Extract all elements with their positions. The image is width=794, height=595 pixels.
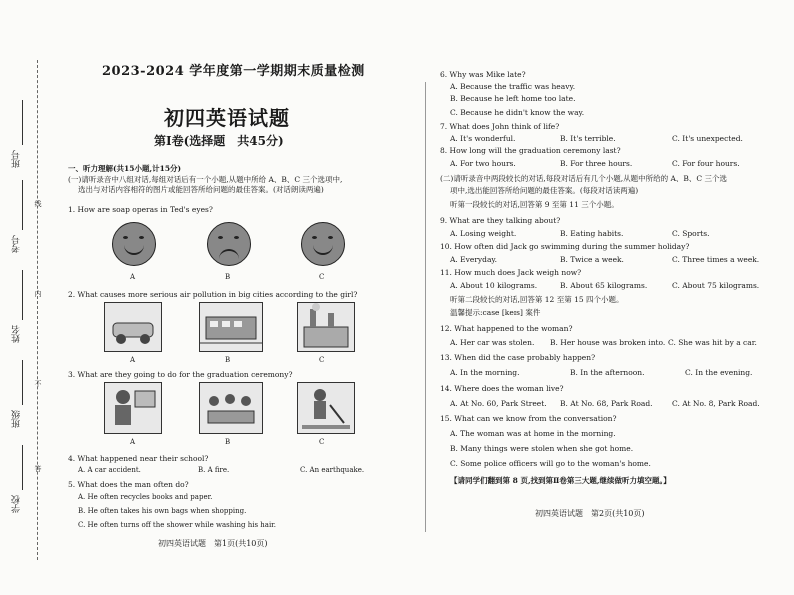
question-8: 8. How long will the graduation ceremony last? — [440, 146, 621, 155]
section-heading: 一、听力理解(共15小题,计15分) — [68, 164, 182, 173]
option-9c: C. Sports. — [672, 229, 710, 238]
instruction: 项中,选出能回答所给问题的最佳答案。(每段对话读两遍) — [450, 186, 639, 195]
question-10: 10. How often did Jack go swimming during the summer holiday? — [440, 242, 690, 251]
field-line — [22, 360, 23, 405]
happy-face-icon — [112, 222, 156, 266]
field-line — [22, 100, 23, 145]
option-7b: B. It's terrible. — [560, 134, 616, 143]
label-xing-ming: 姓名 — [12, 325, 22, 343]
column-divider — [425, 82, 426, 532]
instruction-note: 听第二段较长的对话,回答第 12 至第 15 四个小题。 — [450, 295, 624, 304]
option-5a: A. He often recycles books and paper. — [78, 493, 213, 501]
question-7: 7. What does John think of life? — [440, 122, 560, 131]
label-ban-ji: 班级 — [12, 410, 22, 428]
factory-picture — [297, 302, 355, 352]
question-12: 12. What happened to the woman? — [440, 324, 573, 333]
option-label: A — [130, 356, 136, 364]
field-line — [22, 270, 23, 320]
party-picture — [199, 382, 263, 434]
option-15a: A. The woman was at home in the morning. — [450, 429, 616, 438]
field-line — [22, 445, 23, 490]
option-14b: B. At No. 68, Park Road. — [560, 399, 653, 408]
option-12c: C. She was hit by a car. — [668, 338, 757, 347]
option-label: C — [319, 273, 325, 281]
question-4: 4. What happened near their school? — [68, 454, 209, 463]
option-13b: B. In the afternoon. — [570, 368, 645, 377]
question-11: 11. How much does Jack weigh now? — [440, 268, 582, 277]
instruction: (一)请听录音中八组对话,每组对话后有一个小题,从题中所给 A、B、C 三个选项中, — [68, 175, 343, 184]
sad-face-icon — [207, 222, 251, 266]
sep-char: 线 — [34, 200, 42, 207]
option-15b: B. Many things were stolen when she got home. — [450, 444, 634, 453]
exam-title: 初四英语试题 — [164, 106, 290, 130]
right-column — [440, 70, 775, 582]
option-8b: B. For three hours. — [560, 159, 633, 168]
page-footer: 初四英语试题 第2页(共10页) — [535, 509, 645, 518]
vocab-tip: 温馨提示:case [keɪs] 案件 — [450, 308, 541, 317]
school-year: 2023-2024 学年度第一学期期末质量检测 — [102, 64, 365, 79]
speech-picture — [104, 382, 162, 434]
left-column — [68, 60, 368, 580]
smiling-face-icon — [301, 222, 345, 266]
label-ban-hao: 班号 — [12, 150, 22, 168]
field-line — [22, 180, 23, 230]
question-5: 5. What does the man often do? — [68, 480, 189, 489]
option-4c: C. An earthquake. — [300, 466, 365, 474]
option-14a: A. At No. 60, Park Street. — [450, 399, 547, 408]
cut-line — [37, 60, 38, 560]
question-13: 13. When did the case probably happen? — [440, 353, 596, 362]
sep-char: 不 — [34, 380, 42, 387]
option-label: B — [225, 438, 231, 446]
option-15c: C. Some police officers will go to the woman's home. — [450, 459, 651, 468]
continue-notice: 【请同学们翻到第 8 页,找到第Ⅱ卷第三大题,继续做听力填空题。】 — [450, 476, 671, 485]
option-11b: B. About 65 kilograms. — [560, 281, 648, 290]
option-14c: C. At No. 8, Park Road. — [672, 399, 760, 408]
page-footer: 初四英语试题 第1页(共10页) — [158, 539, 268, 548]
sep-char: 答 — [34, 465, 42, 472]
question-1: 1. How are soap operas in Ted's eyes? — [68, 205, 213, 214]
option-13a: A. In the morning. — [450, 368, 520, 377]
option-label: B — [225, 356, 231, 364]
label-xue-xiao: 学校 — [12, 495, 22, 513]
train-picture — [199, 302, 263, 352]
planting-picture — [297, 382, 355, 434]
option-7a: A. It's wonderful. — [450, 134, 516, 143]
option-5c: C. He often turns off the shower while washing his hair. — [78, 521, 276, 529]
option-11c: C. About 75 kilograms. — [672, 281, 760, 290]
option-4a: A. A car accident. — [78, 466, 141, 474]
option-10b: B. Twice a week. — [560, 255, 624, 264]
question-14: 14. Where does the woman live? — [440, 384, 564, 393]
option-label: A — [130, 438, 136, 446]
option-7c: C. It's unexpected. — [672, 134, 743, 143]
option-4b: B. A fire. — [198, 466, 230, 474]
option-9a: A. Losing weight. — [450, 229, 517, 238]
question-6: 6. Why was Mike late? — [440, 70, 526, 79]
car-picture — [104, 302, 162, 352]
option-6a: A. Because the traffic was heavy. — [450, 82, 576, 91]
question-9: 9. What are they talking about? — [440, 216, 561, 225]
option-13c: C. In the evening. — [685, 368, 753, 377]
question-3: 3. What are they going to do for the graduation ceremony? — [68, 370, 293, 379]
option-5b: B. He often takes his own bags when shopping. — [78, 507, 247, 515]
option-label: C — [319, 356, 325, 364]
option-label: B — [225, 273, 231, 281]
instruction-note: 听第一段较长的对话,回答第 9 至第 11 三个小题。 — [450, 200, 619, 209]
option-label: A — [130, 273, 136, 281]
option-12b: B. Her house was broken into. — [550, 338, 666, 347]
option-6c: C. Because he didn't know the way. — [450, 108, 585, 117]
option-6b: B. Because he left home too late. — [450, 94, 576, 103]
option-12a: A. Her car was stolen. — [450, 338, 535, 347]
option-8c: C. For four hours. — [672, 159, 740, 168]
volume-heading: 第Ⅰ卷(选择题 共45分) — [154, 134, 284, 148]
option-10a: A. Everyday. — [450, 255, 498, 264]
instruction: 选出与对话内容相符的图片或能回答所给问题的最佳答案。(对话朗读两遍) — [78, 185, 324, 194]
option-label: C — [319, 438, 325, 446]
option-11a: A. About 10 kilograms. — [450, 281, 538, 290]
instruction: (二)请听录音中两段较长的对话,每段对话后有几个小题,从题中所给的 A、B、C 三个选 — [440, 174, 728, 183]
question-15: 15. What can we know from the conversation? — [440, 414, 617, 423]
sep-char: 内 — [34, 290, 42, 297]
question-2: 2. What causes more serious air pollution in big cities according to the girl? — [68, 290, 358, 299]
label-kao-hao: 考号 — [12, 235, 22, 253]
binding-strip — [0, 60, 48, 580]
option-10c: C. Three times a week. — [672, 255, 760, 264]
option-9b: B. Eating habits. — [560, 229, 624, 238]
option-8a: A. For two hours. — [450, 159, 516, 168]
